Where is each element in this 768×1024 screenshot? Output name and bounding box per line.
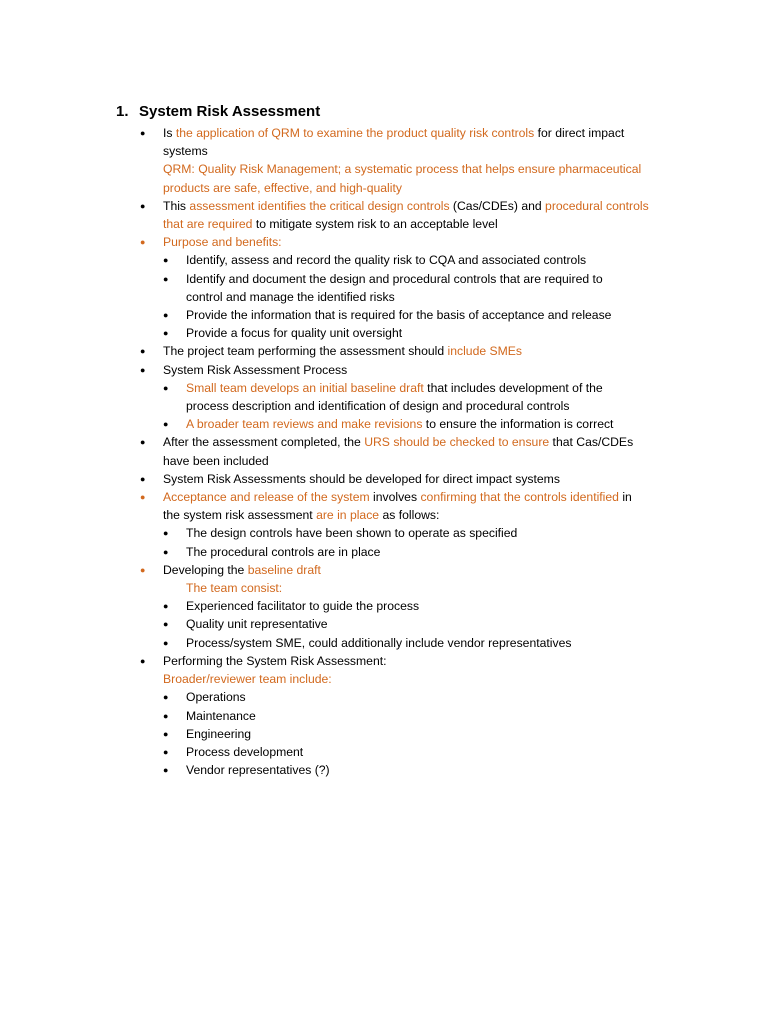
list-item [0, 561, 768, 579]
highlighted-text: The team consist: [186, 581, 283, 596]
highlighted-text: baseline draft [247, 562, 321, 577]
bullet-icon: ● [163, 255, 169, 266]
list-item [0, 707, 768, 725]
list-item [0, 342, 768, 360]
list-item [0, 197, 768, 215]
body-text: Experienced facilitator to guide the process [186, 599, 420, 614]
list-item [0, 524, 768, 542]
list-item [0, 452, 768, 470]
list-item [0, 233, 768, 251]
bullet-icon: ● [163, 765, 169, 776]
body-text: The design controls have been shown to operate as specified [186, 526, 518, 541]
highlighted-text: are in place [316, 508, 380, 523]
list-item [0, 470, 768, 488]
bullet-icon: ● [140, 473, 146, 484]
highlighted-text: URS should be checked to ensure [364, 435, 550, 450]
list-item [0, 488, 768, 506]
body-text: Provide the information that is required for the basis of acceptance and release [186, 308, 612, 323]
highlighted-text: procedural controls [545, 198, 649, 213]
list-item [0, 670, 768, 688]
bullet-icon: ● [163, 310, 169, 321]
body-text: Maintenance [186, 708, 256, 723]
bullet-icon: ● [163, 619, 169, 630]
list-item [0, 415, 768, 433]
body-text: Vendor representatives (?) [186, 763, 330, 778]
bullet-icon: ● [140, 655, 146, 666]
bullet-icon: ● [140, 364, 146, 375]
list-item [0, 579, 768, 597]
body-text: control and manage the identified risks [186, 289, 395, 304]
body-text: process description and identification of design and procedural controls [186, 399, 570, 414]
list-item [0, 506, 768, 524]
list-item [0, 397, 768, 415]
list-item [0, 688, 768, 706]
body-text: Developing the [163, 562, 248, 577]
bullet-icon: ● [163, 419, 169, 430]
body-text: The project team performing the assessment should [163, 344, 448, 359]
body-text: System Risk Assessment Process [163, 362, 348, 377]
body-text: This [163, 198, 190, 213]
body-text: systems [163, 144, 208, 159]
highlighted-text: Broader/reviewer team include: [163, 672, 332, 687]
bullet-icon: ● [163, 746, 169, 757]
body-text: Identify, assess and record the quality risk to CQA and associated controls [186, 253, 587, 268]
bullet-icon: ● [163, 528, 169, 539]
list-item [0, 597, 768, 615]
bullet-icon: ● [140, 437, 146, 448]
section-heading [116, 102, 320, 122]
highlighted-text: A broader team reviews and make revisions [186, 417, 423, 432]
body-text: Performing the System Risk Assessment: [163, 653, 387, 668]
list-item [0, 160, 768, 178]
body-text: that includes development of the [423, 380, 603, 395]
bullet-list [0, 124, 768, 779]
highlighted-text: that are required [163, 217, 253, 232]
body-text: to ensure the information is correct [422, 417, 614, 432]
bullet-icon: ● [140, 200, 146, 211]
body-text: (Cas/CDEs) and [449, 198, 546, 213]
bullet-icon: ● [163, 710, 169, 721]
list-item [0, 324, 768, 342]
list-item [0, 142, 768, 160]
highlighted-text: confirming that the controls identified [420, 490, 619, 505]
list-item [0, 288, 768, 306]
list-item [0, 179, 768, 197]
highlighted-text: Small team develops an initial baseline draft [186, 380, 424, 395]
bullet-icon: ● [163, 728, 169, 739]
list-item [0, 615, 768, 633]
highlighted-text: products are safe, effective, and high-quality [163, 180, 402, 195]
body-text: as follows: [379, 508, 440, 523]
bullet-icon: ● [163, 637, 169, 648]
highlighted-text: Purpose and benefits: [163, 235, 282, 250]
body-text: Engineering [186, 726, 252, 741]
body-text: that Cas/CDEs [549, 435, 634, 450]
bullet-icon: ● [140, 128, 146, 138]
bullet-icon: ● [163, 601, 169, 612]
list-item [0, 251, 768, 269]
body-text: Process/system SME, could additionally include vendor representatives [186, 635, 572, 650]
list-item [0, 743, 768, 761]
highlighted-text: assessment identifies the critical design controls [189, 198, 450, 213]
body-text: to mitigate system risk to an acceptable level [252, 217, 498, 232]
highlighted-text: QRM: Quality Risk Management; a systematic process that helps ensure pharmaceutical [163, 162, 642, 177]
body-text: Is [163, 126, 176, 140]
list-item [0, 124, 768, 142]
body-text: the system risk assessment [163, 508, 317, 523]
list-item [0, 215, 768, 233]
list-item [0, 543, 768, 561]
bullet-icon: ● [140, 492, 146, 503]
list-item [0, 361, 768, 379]
body-text: Provide a focus for quality unit oversight [186, 326, 403, 341]
body-text: involves [369, 490, 421, 505]
body-text: System Risk Assessments should be developed for direct impact systems [163, 471, 560, 486]
bullet-icon: ● [140, 346, 146, 357]
list-item [0, 652, 768, 670]
list-item [0, 761, 768, 779]
section-number: 1. [116, 103, 129, 120]
body-text: Operations [186, 690, 246, 705]
bullet-icon: ● [163, 382, 169, 393]
body-text: have been included [163, 453, 269, 468]
body-text: Identify and document the design and procedural controls that are required to [186, 271, 603, 286]
list-item [0, 634, 768, 652]
body-text: Quality unit representative [186, 617, 328, 632]
list-item [0, 379, 768, 397]
section-title: System Risk Assessment [139, 103, 321, 120]
list-item [0, 306, 768, 324]
body-text: for direct impact [534, 126, 625, 140]
body-text: Process development [186, 744, 304, 759]
body-text: The procedural controls are in place [186, 544, 381, 559]
bullet-icon: ● [140, 237, 146, 248]
highlighted-text: include SMEs [447, 344, 523, 359]
body-text: in [618, 490, 632, 505]
body-text: After the assessment completed, the [163, 435, 365, 450]
bullet-icon: ● [140, 564, 146, 575]
bullet-icon: ● [163, 328, 169, 339]
bullet-icon: ● [163, 692, 169, 703]
list-item [0, 433, 768, 451]
bullet-icon: ● [163, 546, 169, 557]
highlighted-text: the application of QRM to examine the product quality risk controls [175, 126, 535, 140]
highlighted-text: Acceptance and release of the system [163, 490, 370, 505]
bullet-icon: ● [163, 273, 169, 284]
list-item [0, 725, 768, 743]
list-item [0, 270, 768, 288]
